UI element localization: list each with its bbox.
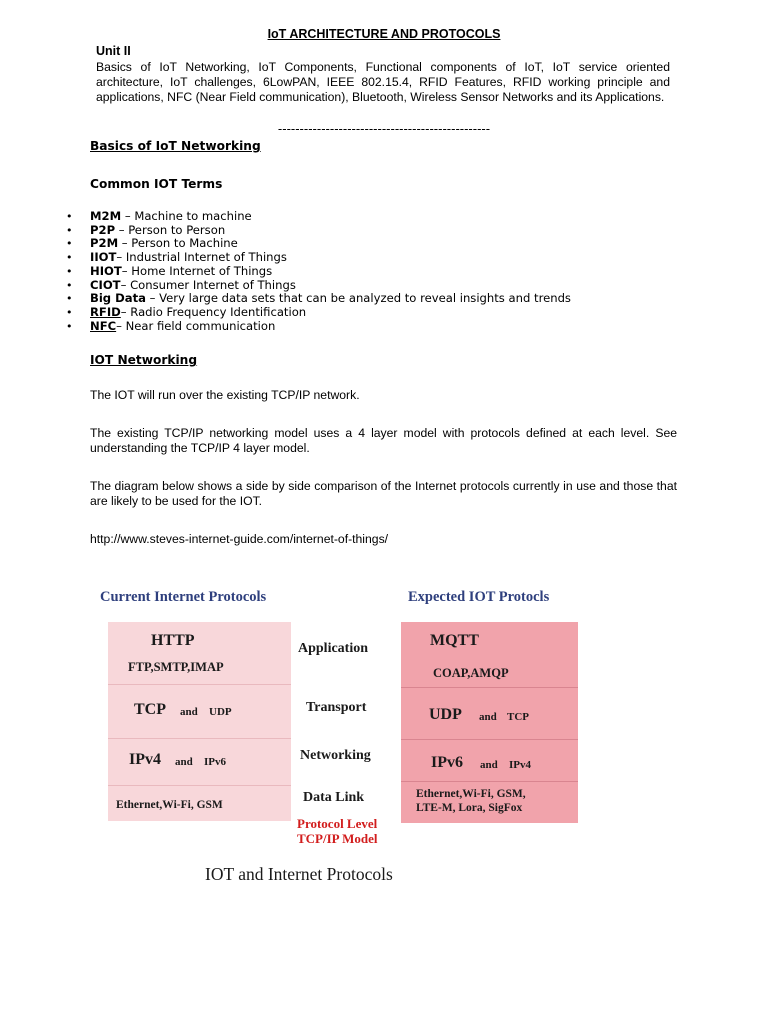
term-sep: – <box>116 318 126 333</box>
term-key: P2M <box>90 236 119 251</box>
term-desc: Radio Frequency Identification <box>130 304 307 319</box>
term-desc: Industrial Internet of Things <box>125 250 287 265</box>
term-desc: Machine to machine <box>134 209 252 223</box>
term-sep: – <box>145 291 160 306</box>
paragraph-3: The diagram below shows a side by side comparison of the Internet protocols currently in use and those that are likely to be used for the IOT. <box>90 479 677 508</box>
left-protocol-column <box>108 622 291 821</box>
row-divider <box>108 738 291 739</box>
term-desc: Consumer Internet of Things <box>130 277 296 292</box>
divider-line: ------------------------------------------------- <box>277 122 491 136</box>
term-desc: Very large data sets that can be analyzed to reveal insights and trends <box>159 291 571 306</box>
layer-transport: Transport <box>306 700 367 715</box>
right-protocol-column <box>401 622 578 823</box>
protocol-level-label: Protocol Level <box>297 816 378 831</box>
right-column-title: Expected IOT Protocls <box>408 589 550 605</box>
diagram-caption: IOT and Internet Protocols <box>205 864 393 884</box>
row-divider <box>401 687 578 688</box>
row-divider <box>108 684 291 685</box>
networking-heading: IOT Networking <box>90 353 198 367</box>
term-sep: – <box>116 250 126 265</box>
term-sep: – <box>120 304 131 319</box>
source-link[interactable]: http://www.steves-internet-guide.com/internet-of-things/ <box>90 532 389 546</box>
term-key: M2M <box>90 209 122 223</box>
term-key: Big Data <box>90 291 146 306</box>
paragraph-2: The existing TCP/IP networking model uses a 4 layer model with protocols defined at each level. See understanding the TCP/IP 4 layer model. <box>90 426 677 455</box>
left-app-sub: FTP,SMTP,IMAP <box>128 660 224 674</box>
syllabus-paragraph: Basics of IoT Networking, IoT Components, Functional components of IoT, IoT service oriented architecture, IoT challenges, 6LowPAN, IEEE 802.15.4, RFID Features, RFID working principle and applications, NFC (Near Field communication), Bluetooth, Wireless Sensor Networks and its Applications. <box>96 60 670 105</box>
term-sep: – <box>120 277 131 292</box>
right-transport-b: TCP <box>507 711 529 723</box>
term-desc: Person to Machine <box>131 236 238 251</box>
term-key: CIOT <box>90 277 121 292</box>
term-desc: Person to Person <box>128 222 226 237</box>
right-app-main: MQTT <box>430 632 479 649</box>
row-divider <box>401 781 578 782</box>
left-net-b: IPv6 <box>204 756 226 768</box>
terms-heading: Common IOT Terms <box>90 177 223 191</box>
right-net-b: IPv4 <box>509 759 531 771</box>
tcpip-model-label: TCP/IP Model <box>297 831 378 846</box>
document-title: IoT ARCHITECTURE AND PROTOCOLS <box>267 27 501 41</box>
term-key: HIOT <box>90 263 122 278</box>
term-key: NFC <box>90 318 117 333</box>
right-link-2: LTE-M, Lora, SigFox <box>416 802 523 814</box>
term-key: IIOT <box>90 250 117 265</box>
left-net-and: and <box>175 756 193 768</box>
term-desc: Home Internet of Things <box>131 263 273 278</box>
term-key: RFID <box>90 304 121 319</box>
left-transport-a: TCP <box>134 701 166 718</box>
layer-datalink: Data Link <box>303 790 365 805</box>
right-app-sub: COAP,AMQP <box>433 666 509 680</box>
right-transport-and: and <box>479 711 497 723</box>
left-app-main: HTTP <box>151 632 195 649</box>
row-divider <box>401 739 578 740</box>
right-net-a: IPv6 <box>431 754 463 771</box>
right-transport-a: UDP <box>429 706 462 723</box>
left-transport-and: and <box>180 706 198 718</box>
term-sep: – <box>121 263 132 278</box>
left-column-title: Current Internet Protocols <box>100 589 267 605</box>
layer-networking: Networking <box>300 748 371 763</box>
unit-label: Unit II <box>96 44 131 58</box>
term-sep: – <box>115 222 129 237</box>
paragraph-1: The IOT will run over the existing TCP/IP network. <box>90 388 360 402</box>
layer-application: Application <box>298 641 369 656</box>
right-link-1: Ethernet,Wi-Fi, GSM, <box>416 788 526 800</box>
right-net-and: and <box>480 759 498 771</box>
basics-heading: Basics of IoT Networking <box>90 139 261 153</box>
term-desc: Near field communication <box>125 318 276 333</box>
left-link: Ethernet,Wi-Fi, GSM <box>116 799 223 811</box>
term-sep: – <box>118 236 132 251</box>
term-sep: – <box>121 209 135 223</box>
row-divider <box>108 785 291 786</box>
left-transport-b: UDP <box>209 706 232 718</box>
left-net-a: IPv4 <box>129 751 161 768</box>
term-key: P2P <box>90 222 116 237</box>
